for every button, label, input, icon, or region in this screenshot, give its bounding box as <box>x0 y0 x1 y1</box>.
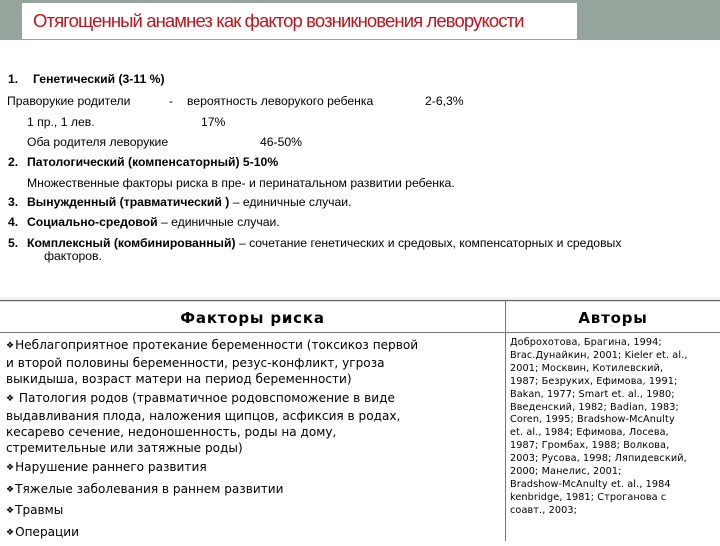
row-label: 1 пр., 1 лев. <box>27 115 95 129</box>
list-item-rest: – сочетание генетических и средовых, компенсаторных и средовых <box>235 236 622 250</box>
author-line: Доброхотова, Брагина, 1994; <box>510 337 662 348</box>
list-item-5-continuation: факторов. <box>44 249 102 263</box>
factor-item <box>6 460 501 478</box>
diamond-bullet-icon: ❖ <box>6 506 15 517</box>
row-label: Праворукие родители <box>7 94 131 108</box>
list-number: 5. <box>8 236 19 250</box>
factor-text: Нарушение раннего развития <box>15 460 207 475</box>
author-line: 1987; Безруких, Ефимова, 1991; <box>510 375 678 387</box>
factors-column <box>0 301 506 541</box>
authors-list <box>510 337 716 518</box>
row-label: Оба родителя леворукие <box>27 135 169 149</box>
diamond-bullet-icon: ❖ <box>6 527 15 538</box>
factor-text: выдавливания плода, наложения щипцов, асфиксия в родах, <box>6 409 401 424</box>
factor-line <box>6 409 501 425</box>
factor-line <box>6 503 501 521</box>
list-item-rest: – единичные случаи. <box>229 195 352 209</box>
author-line: 2003; Русова, 1998; Ляпидевский, <box>510 453 687 465</box>
factor-text: стремительные или затяжные роды) <box>6 440 243 455</box>
factor-text: Тяжелые заболевания в раннем развитии <box>15 481 284 496</box>
list-number: 2. <box>8 155 19 169</box>
list-item-text: Генетический (3-11 %) <box>33 72 165 86</box>
author-line: Bradshow-McAnulty et. al., 1984 <box>510 478 671 490</box>
factor-text: Операции <box>15 524 79 539</box>
author-line: et. al., 1984; Ефимова, Лосева, <box>510 427 669 439</box>
factor-line <box>6 425 501 441</box>
factor-text: Неблагоприятное протекание беременности (токсикоз первой <box>15 338 419 352</box>
row-value: 17% <box>201 115 226 129</box>
list-item-text <box>27 195 352 209</box>
list-item-text <box>27 236 621 250</box>
factor-item <box>6 482 501 500</box>
author-line: Bakan, 1977; Smart et. al., 1980; <box>510 388 675 400</box>
factor-line <box>6 338 501 356</box>
list-item-bold: Вынужденный (травматический ) <box>27 195 230 209</box>
author-line: 1987; Громбах, 1988; Волкова, <box>510 440 670 452</box>
list-item-rest: – единичные случаи. <box>157 215 280 229</box>
row-value: 2-6,3% <box>425 94 464 108</box>
slide-title: Отягощенный анамнез как фактор возникновения леворукости <box>33 10 524 31</box>
factor-text: и второй половины беременности, резус-конфликт, угроза <box>6 355 385 370</box>
list-item-text <box>27 215 280 229</box>
list-item-bold: Комплексный (комбинированный) <box>27 236 236 250</box>
factor-line <box>6 460 501 478</box>
list-item-2-description: Множественные факторы риска в пре- и перинатальном развитии ребенка. <box>27 176 455 190</box>
factor-line <box>6 356 501 372</box>
diamond-bullet-icon: ❖ <box>6 394 15 405</box>
author-line: kenbridge, 1981; Строганова с <box>510 491 667 503</box>
factor-text: выкидыша, возраст матери на период беременности) <box>6 371 352 386</box>
author-line: Brac.Дунайкин, 2001; Kieler et. al., <box>510 349 688 361</box>
diamond-bullet-icon: ❖ <box>6 341 15 351</box>
author-line: соавт., 2003; <box>510 504 577 516</box>
author-line: Coren, 1995; Bradshow-McAnulty <box>510 414 675 426</box>
list-item-bold: Социально-средовой <box>27 215 158 229</box>
diamond-bullet-icon: ❖ <box>6 463 15 474</box>
factor-line <box>6 482 501 500</box>
factors-list <box>6 338 501 546</box>
row-value: 46-50% <box>260 135 303 149</box>
factor-line <box>6 441 501 457</box>
factor-line <box>6 372 501 388</box>
authors-column <box>506 301 720 541</box>
factor-text: кесарево сечение, недоношенность, роды на дому, <box>6 425 337 440</box>
list-item-text: Патологический (компенсаторный) 5-10% <box>27 155 279 169</box>
row-description: вероятность леворукого ребенка <box>187 94 374 108</box>
authors-header: Авторы <box>506 301 720 333</box>
author-line: 2000; Манелис, 2001; <box>510 466 622 478</box>
list-number: 1. <box>8 72 19 86</box>
factor-text: Патология родов (травматичное родовспоможение в виде <box>15 391 395 406</box>
list-number: 3. <box>8 195 19 209</box>
list-number: 4. <box>8 215 19 229</box>
factor-text: Травмы <box>15 503 64 518</box>
factor-item <box>6 338 501 388</box>
diamond-bullet-icon: ❖ <box>6 484 15 495</box>
author-line: 2001; Москвин, Котилевский, <box>510 362 664 374</box>
factor-item <box>6 391 501 457</box>
factor-item <box>6 503 501 521</box>
risk-factors-table <box>0 300 720 541</box>
author-line: Введенский, 1982; Badian, 1983; <box>510 401 679 413</box>
row-dash: - <box>169 94 174 108</box>
factor-line <box>6 391 501 409</box>
factors-header: Факторы риска <box>0 301 505 333</box>
